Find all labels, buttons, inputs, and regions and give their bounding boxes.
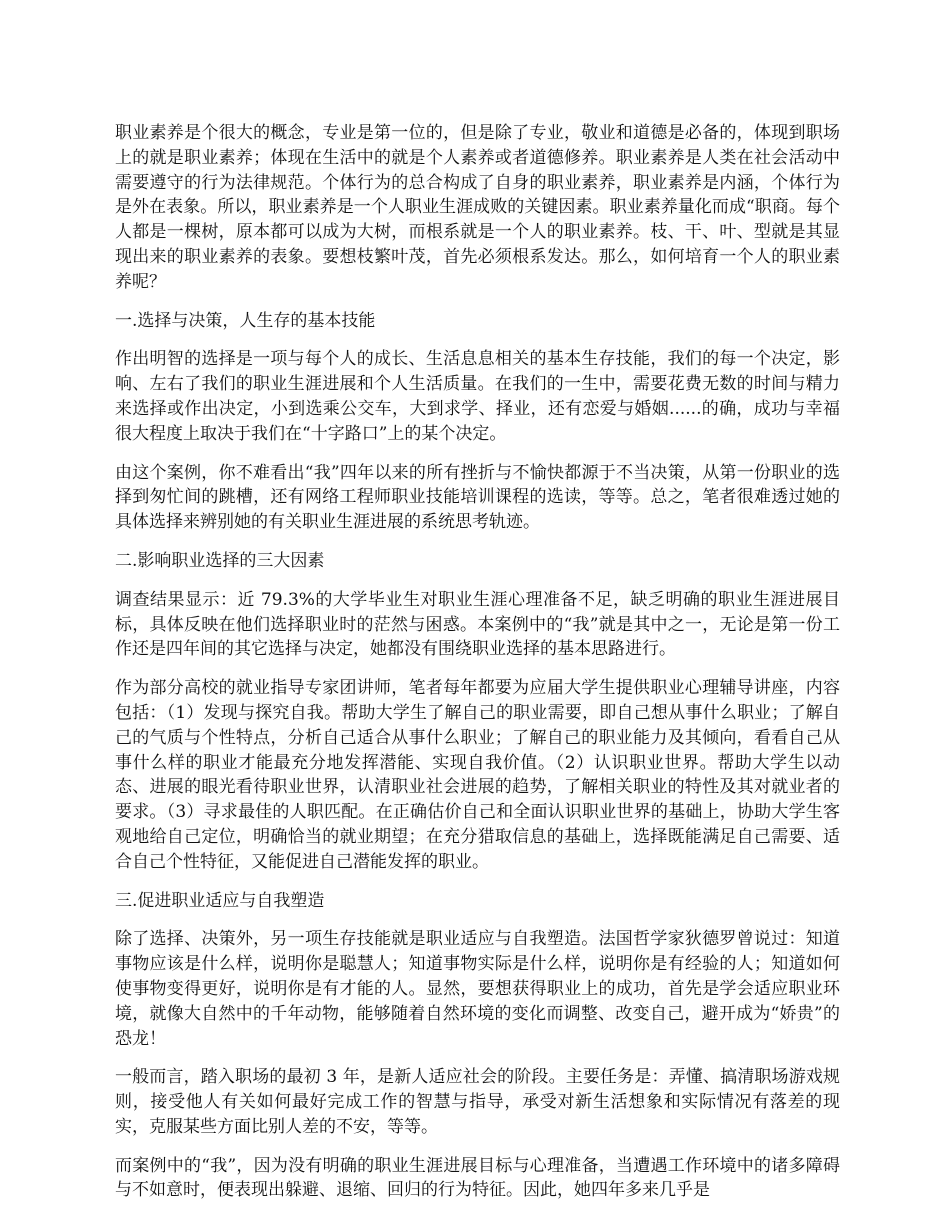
paragraph-survey-result: 调查结果显示：近 79.3%的大学毕业生对职业生涯心理准备不足，缺乏明确的职业生涯进展目标，具体反映在他们选择职业时的茫然与困惑。本案例中的“我”就是其中之一，无论是第一份工作还是四年间的其它选择与决定，她都没有围绕职业选择的基本思路进行。 (115, 589, 840, 660)
paragraph-wise-choice: 作出明智的选择是一项与每个人的成长、生活息息相关的基本生存技能，我们的每一个决定，影响、左右了我们的职业生涯进展和个人生活质量。在我们的一生中，需要花费无数的时间与精力来选择或作出决定，小到选乘公交车，大到求学、择业，还有恋爱与婚姻......的确，成功与幸福很大程度上取决于我们在“十字路口”上的某个决定。 (115, 349, 840, 444)
paragraph-career-guidance: 作为部分高校的就业指导专家团讲师，笔者每年都要为应届大学生提供职业心理辅导讲座，内容包括：（1）发现与探究自我。帮助大学生了解自己的职业需要，即自己想从事什么职业；了解自己的气质与个性特点，分析自己适合从事什么职业；了解自己的职业能力及其倾向，看看自己从事什么样的职业才能最充分地发挥潜能、实现自我价值。（2）认识职业世界。帮助大学生以动态、进展的眼光看待职业世界，认清职业社会进展的趋势，了解相关职业的特性及其对就业者的要求。（3）寻求最佳的人职匹配。在正确估价自己和全面认识职业世界的基础上，协助大学生客观地给自己定位，明确恰当的就业期望；在充分猎取信息的基础上，选择既能满足自己需要、适合自己个性特征，又能促进自己潜能发挥的职业。 (115, 678, 840, 872)
paragraph-case-behavior: 而案例中的“我”，因为没有明确的职业生涯进展目标与心理准备，当遭遇工作环境中的诸多障碍与不如意时，便表现出躲避、退缩、回归的行为特征。因此，她四年多来几乎是 (115, 1155, 840, 1201)
document-body (115, 121, 840, 1217)
intro-paragraph: 职业素养是个很大的概念，专业是第一位的，但是除了专业，敬业和道德是必备的，体现到职场上的就是职业素养；体现在生活中的就是个人素养或者道德修养。职业素养是人类在社会活动中需要遵守的行为法律规范。个体行为的总合构成了自身的职业素养，职业素养是内涵，个体行为是外在表象。所以，职业素养是一个人职业生涯成败的关键因素。职业素养量化而成“职商。每个人都是一棵树，原本都可以成为大树，而根系就是一个人的职业素养。枝、干、叶、型就是其显现出来的职业素养的表象。要想枝繁叶茂，首先必须根系发达。那么，如何培育一个人的职业素养呢？ (115, 123, 840, 292)
paragraph-diderot: 除了选择、决策外，另一项生存技能就是职业适应与自我塑造。法国哲学家狄德罗曾说过：知道事物应该是什么样，说明你是聪慧人；知道事物实际是什么样，说明你是有经验的人；知道如何使事物变得更好，说明你是有才能的人。显然，要想获得职业上的成功，首先是学会适应职业环境，就像大自然中的千年动物，能够随着自然环境的变化而调整、改变自己，避开成为“娇贵”的恐龙！ (115, 929, 840, 1049)
section-heading-choice-decision: 一.选择与决策，人生存的基本技能 (115, 310, 376, 331)
section-heading-adaptation: 三.促进职业适应与自我塑造 (115, 890, 325, 911)
section-heading-three-factors: 二.影响职业选择的三大因素 (115, 550, 325, 571)
paragraph-first-three-years: 一般而言，踏入职场的最初 3 年，是新人适应社会的阶段。主要任务是：弄懂、搞清职场游戏规则，接受他人有关如何最好完成工作的智慧与指导，承受对新生活想象和实际情况有落差的现实，克服某些方面比别人差的不安，等等。 (115, 1067, 840, 1137)
paragraph-case-analysis: 由这个案例，你不难看出“我”四年以来的所有挫折与不愉快都源于不当决策，从第一份职业的选择到匆忙间的跳槽，还有网络工程师职业技能培训课程的选读，等等。总之，笔者很难透过她的具体选择来辨别她的有关职业生涯进展的系统思考轨迹。 (115, 462, 840, 533)
